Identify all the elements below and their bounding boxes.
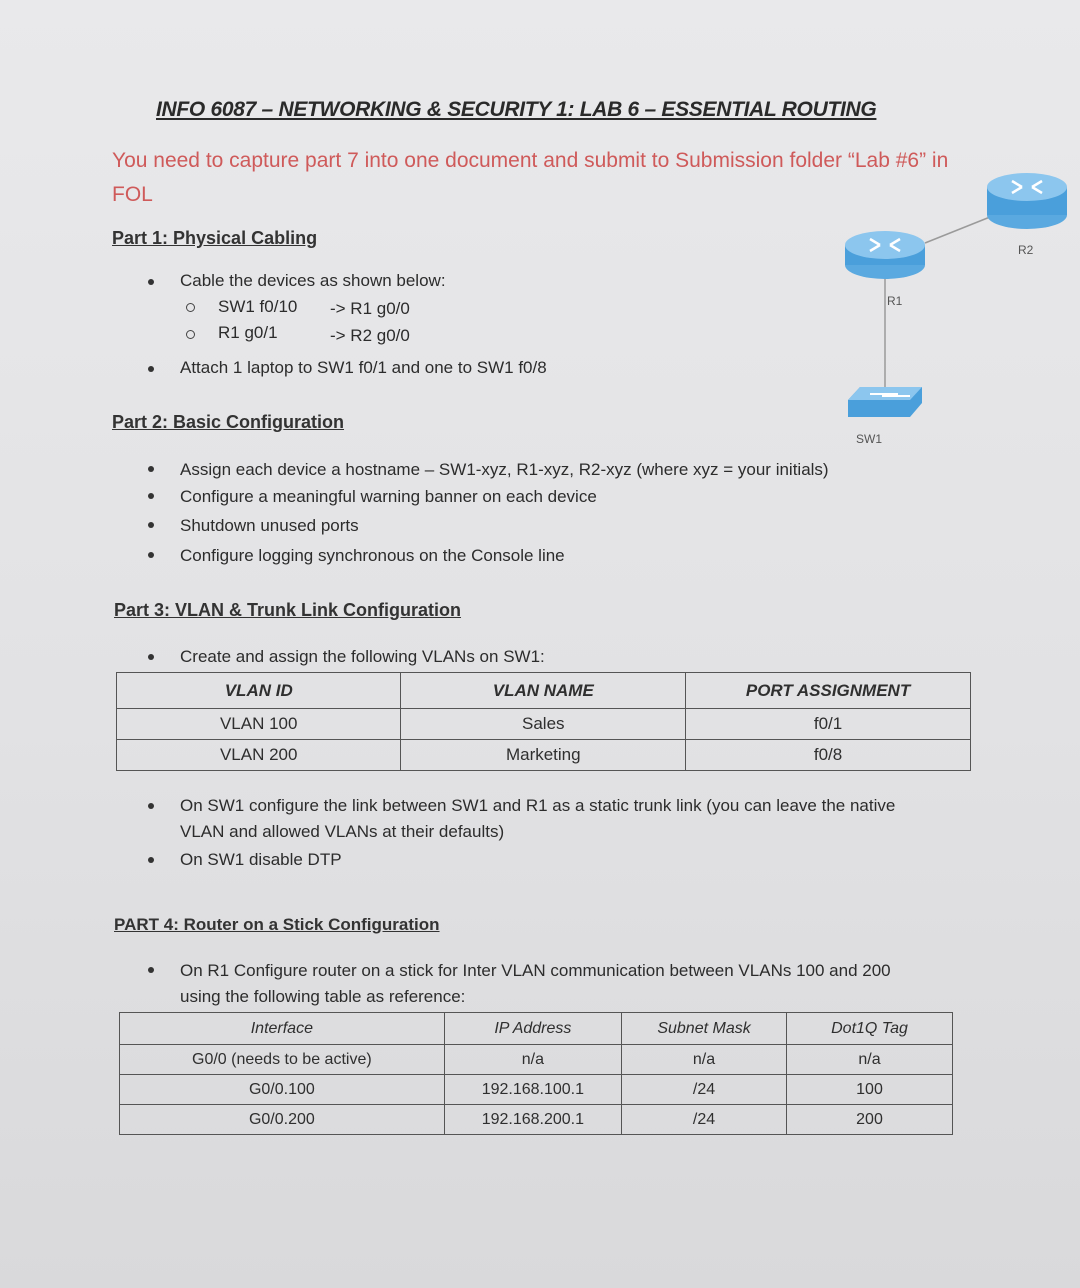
sub-bullet-circle [186,330,195,339]
cable-r1-port: -> R1 g0/0 [330,299,410,318]
vlan-id-cell: VLAN 200 [117,740,401,771]
page-title: INFO 6087 – NETWORKING & SECURITY 1: LAB 6 – ESSENTIAL ROUTING [156,98,877,121]
part3-trunk-instruction-cont: VLAN and allowed VLANs at their defaults) [180,822,505,841]
part1-heading: Part 1: Physical Cabling [112,228,318,248]
part4-intro-cont: using the following table as reference: [180,987,466,1006]
subnet-mask-cell: n/a [622,1045,787,1075]
router-r1-icon [845,231,925,279]
part4-intro: On R1 Configure router on a stick for Inter VLAN communication between VLANs 100 and 200 [180,961,891,980]
bullet-dot [148,493,154,499]
r1-label: R1 [887,294,903,308]
part2-item-hostname: Assign each device a hostname – SW1-xyz, R1-xyz, R2-xyz (where xyz = your initials) [180,460,829,479]
interface-cell: G0/0 (needs to be active) [120,1045,445,1075]
table-row [120,1105,953,1135]
port-assignment-cell: f0/1 [686,709,971,740]
bullet-dot [148,522,154,528]
submission-notice: You need to capture part 7 into one document and submit to Submission folder “Lab #6” in FOL [112,149,949,206]
ip-address-cell: 192.168.200.1 [444,1105,621,1135]
table-row [120,1075,953,1105]
part2-item-shutdown: Shutdown unused ports [180,516,359,535]
bullet-dot [148,803,154,809]
part3-intro: Create and assign the following VLANs on SW1: [180,647,545,666]
table-row [117,709,971,740]
dot1q-tag-cell: n/a [787,1045,953,1075]
part3-heading: Part 3: VLAN & Trunk Link Configuration [114,600,462,620]
ros-table-header: Interface [120,1013,445,1045]
ros-table-header: IP Address [444,1013,621,1045]
part1-cable-instruction: Cable the devices as shown below: [180,271,446,290]
bullet-dot [148,552,154,558]
vlan-table-header: VLAN ID [117,673,401,709]
table-row [117,740,971,771]
bullet-dot [148,279,154,285]
vlan-id-cell: VLAN 100 [117,709,401,740]
cable-r2-port: -> R2 g0/0 [330,326,410,345]
part2-heading: Part 2: Basic Configuration [112,412,345,432]
part4-heading: PART 4: Router on a Stick Configuration [114,915,440,934]
link-r1-r2 [925,217,990,243]
part3-dtp-instruction: On SW1 disable DTP [180,850,342,869]
r2-label: R2 [1018,243,1034,257]
ip-address-cell: 192.168.100.1 [444,1075,621,1105]
ros-table-header: Subnet Mask [622,1013,787,1045]
network-diagram [830,165,1080,455]
vlan-name-cell: Sales [401,709,686,740]
table-row [120,1045,953,1075]
vlan-table-header: VLAN NAME [401,673,686,709]
router-on-stick-table [119,1012,953,1135]
subnet-mask-cell: /24 [622,1105,787,1135]
bullet-dot [148,857,154,863]
part2-item-logging: Configure logging synchronous on the Console line [180,546,565,565]
vlan-table [116,672,971,771]
cable-sw1-port: SW1 f0/10 [218,297,298,316]
part3-trunk-instruction: On SW1 configure the link between SW1 and R1 as a static trunk link (you can leave the native [180,796,896,815]
bullet-dot [148,967,154,973]
dot1q-tag-cell: 100 [787,1075,953,1105]
cable-r1-g01: R1 g0/1 [218,323,278,342]
bullet-dot [148,654,154,660]
sub-bullet-circle [186,303,195,312]
port-assignment-cell: f0/8 [686,740,971,771]
bullet-dot [148,466,154,472]
subnet-mask-cell: /24 [622,1075,787,1105]
part1-laptop-instruction: Attach 1 laptop to SW1 f0/1 and one to SW1 f0/8 [180,358,547,377]
dot1q-tag-cell: 200 [787,1105,953,1135]
interface-cell: G0/0.100 [120,1075,445,1105]
vlan-name-cell: Marketing [401,740,686,771]
ros-table-header: Dot1Q Tag [787,1013,953,1045]
ip-address-cell: n/a [444,1045,621,1075]
bullet-dot [148,366,154,372]
router-r2-icon [987,173,1067,229]
part2-item-banner: Configure a meaningful warning banner on each device [180,487,597,506]
interface-cell: G0/0.200 [120,1105,445,1135]
vlan-table-header: PORT ASSIGNMENT [686,673,971,709]
sw1-label: SW1 [856,432,883,446]
switch-sw1-icon [848,387,922,417]
